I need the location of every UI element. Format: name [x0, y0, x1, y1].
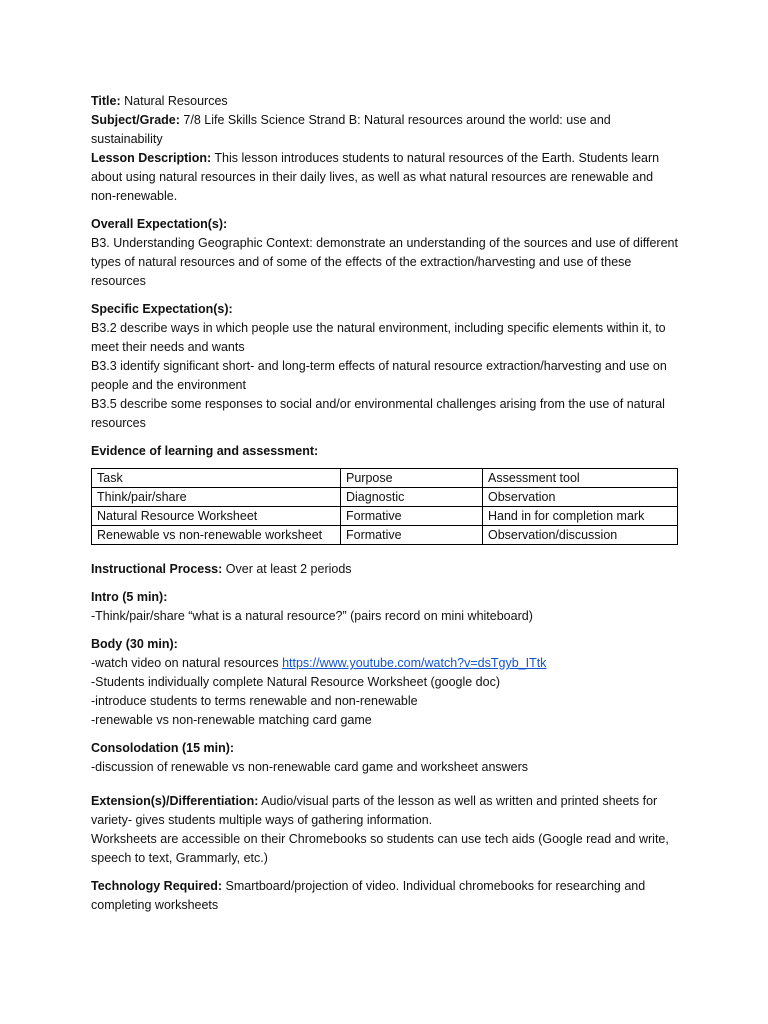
- body-item: -Students individually complete Natural Resource Worksheet (google doc): [91, 675, 501, 689]
- table-cell: Hand in for completion mark: [483, 507, 678, 526]
- specific-item: B3.5 describe some responses to social and/or environmental challenges arising from the use of natural resources: [91, 397, 665, 430]
- description-value: This lesson introduces students to natural resources of the Earth. Students learn about using natural resources in their daily lives, as well as what natural resources are renewable and non-renewable.: [91, 151, 660, 203]
- extension-label: Extension(s)/Differentiation:: [91, 794, 259, 808]
- extension-line: [91, 792, 681, 830]
- table-header: Task: [92, 469, 341, 488]
- table-cell: Renewable vs non-renewable worksheet: [92, 526, 341, 545]
- process-line: [91, 560, 681, 579]
- body-item: -renewable vs non-renewable matching card game: [91, 713, 372, 727]
- table-row: [92, 526, 678, 545]
- description-line: [91, 149, 681, 206]
- table-cell: Observation: [483, 488, 678, 507]
- subject-value: 7/8 Life Skills Science Strand B: Natural resources around the world: use and sustainability: [91, 113, 611, 146]
- assessment-table: [91, 468, 678, 545]
- extension-extra: Worksheets are accessible on their Chromebooks so students can use tech aids (Google read and write, speech to text, Grammarly, etc.): [91, 832, 669, 865]
- table-cell: Think/pair/share: [92, 488, 341, 507]
- body-video-line: [91, 654, 681, 673]
- technology-value: Smartboard/projection of video. Individual chromebooks for researching and completing worksheets: [91, 879, 646, 912]
- table-cell: Formative: [341, 526, 483, 545]
- title-value: Natural Resources: [124, 94, 228, 108]
- body-heading: Body (30 min):: [91, 637, 178, 651]
- table-cell: Observation/discussion: [483, 526, 678, 545]
- table-header: Purpose: [341, 469, 483, 488]
- overall-heading: Overall Expectation(s):: [91, 217, 228, 231]
- extension-value: Audio/visual parts of the lesson as well as written and printed sheets for variety- gives students multiple ways of gathering information.: [91, 794, 658, 827]
- table-cell: Natural Resource Worksheet: [92, 507, 341, 526]
- table-cell: Diagnostic: [341, 488, 483, 507]
- body-item: -introduce students to terms renewable and non-renewable: [91, 694, 418, 708]
- process-label: Instructional Process:: [91, 562, 223, 576]
- title-line: [91, 92, 681, 111]
- intro-item: -Think/pair/share “what is a natural resource?” (pairs record on mini whiteboard): [91, 609, 533, 623]
- table-cell: Formative: [341, 507, 483, 526]
- video-link[interactable]: https://www.youtube.com/watch?v=dsTgyb_ITtk: [282, 656, 547, 670]
- process-value: Over at least 2 periods: [225, 562, 352, 576]
- intro-heading: Intro (5 min):: [91, 590, 168, 604]
- overall-text: B3. Understanding Geographic Context: demonstrate an understanding of the sources and use of different types of natural resources and of some of the effects of the extraction/harvesting and use of these resources: [91, 236, 678, 288]
- technology-label: Technology Required:: [91, 879, 223, 893]
- technology-line: [91, 877, 681, 915]
- subject-label: Subject/Grade:: [91, 113, 180, 127]
- table-row: [92, 507, 678, 526]
- consolidation-item: -discussion of renewable vs non-renewable card game and worksheet answers: [91, 760, 529, 774]
- table-header: Assessment tool: [483, 469, 678, 488]
- lesson-plan: [91, 92, 681, 915]
- specific-item: B3.2 describe ways in which people use the natural environment, including specific elements within it, to meet their needs and wants: [91, 321, 666, 354]
- specific-item: B3.3 identify significant short- and long-term effects of natural resource extraction/harvesting and use on people and the environment: [91, 359, 667, 392]
- title-label: Title:: [91, 94, 121, 108]
- description-label: Lesson Description:: [91, 151, 212, 165]
- specific-heading: Specific Expectation(s):: [91, 302, 233, 316]
- table-header-row: [92, 469, 678, 488]
- body-video-text: -watch video on natural resources: [91, 656, 283, 670]
- table-row: [92, 488, 678, 507]
- consolidation-heading: Consolodation (15 min):: [91, 741, 235, 755]
- subject-line: [91, 111, 681, 149]
- evidence-heading: Evidence of learning and assessment:: [91, 444, 319, 458]
